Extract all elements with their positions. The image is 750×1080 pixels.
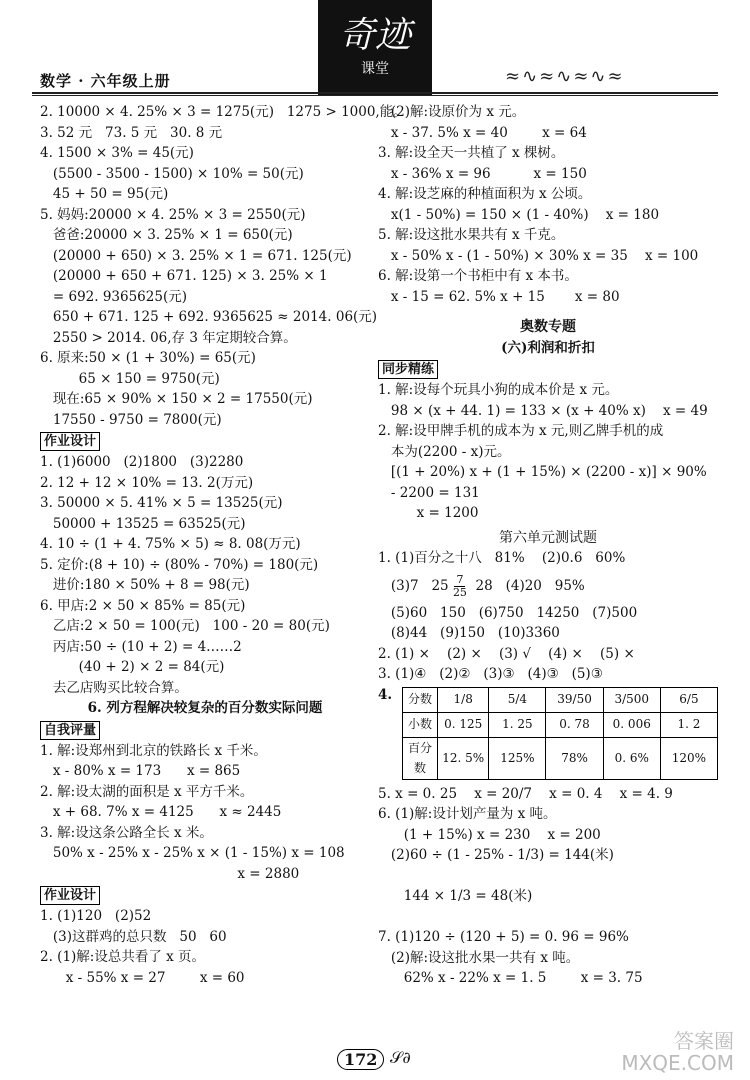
table-cell: 0. 78	[546, 712, 603, 737]
answer-line: 6. 解:设第一个书柜中有 x 本书。	[378, 268, 578, 284]
conversion-table	[402, 687, 718, 780]
answer-line: (20000 + 650) × 3. 25% × 1 = 671. 125(元)	[40, 247, 352, 264]
olympiad-subtitle: (六)利润和折扣	[501, 339, 595, 356]
answer-line: 144 × 1/3 = 48(米)	[378, 888, 533, 904]
right-column	[378, 102, 718, 989]
answer-line: 去乙店购买比较合算。	[40, 679, 188, 696]
answer-line: 5. 定价:(8 + 10) ÷ (80% - 70%) = 180(元)	[40, 556, 319, 573]
table-cell: 0. 125	[438, 712, 489, 737]
answer-line	[378, 907, 718, 928]
fraction	[453, 574, 467, 599]
answer-line: x - 80% x = 173 x = 865	[40, 763, 241, 779]
answer-line: x = 1200	[378, 505, 479, 521]
answer-line: (5500 - 3500 - 1500) × 10% = 50(元)	[40, 165, 304, 182]
logo-small-text: 课堂	[361, 61, 389, 77]
answer-line: - 2200 = 131	[378, 484, 480, 501]
answer-line: 2. (1) × (2) × (3) √ (4) × (5) ×	[378, 645, 635, 662]
answer-line: 50% x - 25% x - 25% x × (1 - 15%) x = 108	[40, 845, 345, 861]
answer-line: 2. 解:设甲牌手机的成本为 x 元,则乙牌手机的成	[378, 423, 664, 439]
answer-frag: 28 (4)20 95%	[475, 577, 585, 594]
table-row	[403, 737, 718, 779]
answer-line: (2)解:设这批水果一共有 x 吨。	[378, 949, 580, 966]
answer-line: (2)解:设原价为 x 元。	[378, 104, 526, 120]
section-box-sync-practice: 同步精练	[378, 360, 438, 379]
answer-line: 5. 解:设这批水果共有 x 千克。	[378, 227, 565, 243]
header-subject: 数学 · 六年级上册	[40, 72, 171, 90]
page-number	[337, 1050, 384, 1069]
header-decoration: ≈∿≈∿≈∿≈	[505, 66, 625, 87]
table-cell: 小数	[403, 712, 438, 737]
answer-line: 5. 妈妈:20000 × 4. 25% × 3 = 2550(元)	[40, 206, 306, 223]
table-cell: 120%	[660, 737, 717, 779]
answer-line: 6. 原来:50 × (1 + 30%) = 65(元)	[40, 350, 256, 366]
table-row	[403, 712, 718, 737]
watermark-url: MXQE.COM	[621, 1051, 734, 1075]
answer-line: 62% x - 22% x = 1. 5 x = 3. 75	[378, 970, 643, 986]
answer-line: 7. (1)120 ÷ (120 + 5) = 0. 96 = 96%	[378, 929, 629, 945]
section-box-homework-1: 作业设计	[40, 432, 100, 451]
table-cell: 1. 2	[660, 712, 717, 737]
answer-line: 本为(2200 - x)元。	[378, 443, 511, 460]
table-cell: 78%	[546, 737, 603, 779]
answer-line: x = 2880	[40, 865, 300, 882]
answer-line: [(1 + 20%) x + (1 + 15%) × (2200 - x)] × 90%	[378, 464, 707, 480]
header-logo	[318, 0, 432, 96]
answer-line: (1 + 15%) x = 230 x = 200	[378, 826, 601, 843]
answer-line: 乙店:2 × 50 = 100(元) 100 - 20 = 80(元)	[40, 618, 330, 634]
answer-line: (8)44 (9)150 (10)3360	[378, 625, 560, 641]
answer-line: 2. 12 + 12 × 10% = 13. 2(万元)	[40, 474, 254, 491]
answer-line: 1. 解:设郑州到北京的铁路长 x 千米。	[40, 742, 267, 759]
answer-line: 98 × (x + 44. 1) = 133 × (x + 40% x) x = 49	[378, 402, 708, 419]
answer-line: 5. x = 0. 25 x = 20/7 x = 0. 4 x = 4. 9	[378, 785, 673, 802]
section-heading-6: 6. 列方程解决较复杂的百分数实际问题	[87, 700, 323, 716]
left-column	[40, 102, 407, 988]
table-row	[403, 687, 718, 712]
answer-frag: (3)7 25	[378, 577, 449, 594]
numerator: 7	[456, 572, 464, 586]
answer-line: 6. (1)解:设计划产量为 x 吨。	[378, 806, 557, 822]
answer-line: x - 37. 5% x = 40 x = 64	[378, 124, 587, 141]
answer-line: (2)60 ÷ (1 - 25% - 1/3) = 144(米)	[378, 847, 614, 863]
answer-line: (5)60 150 (6)750 14250 (7)500	[378, 604, 638, 621]
header-rule	[32, 92, 718, 94]
table-cell: 12. 5%	[438, 737, 489, 779]
answer-line	[378, 866, 718, 887]
answer-line: 丙店:50 ÷ (10 + 2) = 4……2	[40, 638, 242, 655]
answer-line: (20000 + 650 + 671. 125) × 3. 25% × 1	[40, 268, 328, 284]
answer-line: = 692. 9365625(元)	[40, 288, 187, 305]
answer-line: 2. 10000 × 4. 25% × 3 = 1275(元) 1275 > 1000,能。	[40, 104, 407, 120]
swirl-ornament: 𝒮∂	[390, 1048, 411, 1067]
table-cell: 0. 006	[603, 712, 660, 737]
table-cell: 分数	[403, 687, 438, 712]
watermark-title: 答案圈	[674, 1029, 734, 1053]
header-rule-thin	[32, 95, 718, 96]
answer-line: 4. 解:设芝麻的种植面积为 x 公顷。	[378, 186, 592, 202]
answer-line: 3. 解:设这条公路全长 x 米。	[40, 824, 213, 841]
table-cell: 百分数	[403, 737, 438, 779]
answer-line: x - 50% x - (1 - 50%) × 30% x = 35 x = 100	[378, 247, 699, 264]
table-cell: 39/50	[546, 687, 603, 712]
answer-line: 4. 10 ÷ (1 + 4. 75% × 5) ≈ 8. 08(万元)	[40, 536, 301, 552]
answer-line: 2550 > 2014. 06,存 3 年定期较合算。	[40, 329, 297, 346]
answer-line: 3. 解:设全天一共植了 x 棵树。	[378, 145, 565, 161]
answer-line: 1. (1)百分之十八 81% (2)0.6 60%	[378, 550, 626, 566]
table-cell: 5/4	[489, 687, 546, 712]
answer-line: x - 15 = 62. 5% x + 15 x = 80	[378, 288, 620, 305]
table-cell: 0. 6%	[603, 737, 660, 779]
answer-line: 17550 - 9750 = 7800(元)	[40, 411, 222, 428]
section-box-homework-2: 作业设计	[40, 886, 100, 905]
page-number-text: 172	[337, 1049, 384, 1070]
olympiad-title: 奥数专题	[520, 319, 576, 335]
answer-line: (40 + 2) × 2 = 84(元)	[40, 659, 225, 675]
answer-line: 爸爸:20000 × 3. 25% × 1 = 650(元)	[40, 227, 293, 243]
answer-line: 650 + 671. 125 + 692. 9365625 ≈ 2014. 06(元)	[40, 309, 378, 325]
answer-line: 3. 50000 × 5. 41% × 5 = 13525(元)	[40, 495, 283, 511]
answer-line: (3)这群鸡的总只数 50 60	[40, 928, 227, 945]
answer-line: 45 + 50 = 95(元)	[40, 186, 169, 202]
answer-line: 6. 甲店:2 × 50 × 85% = 85(元)	[40, 597, 246, 614]
section-box-self-eval: 自我评量	[40, 721, 100, 740]
answer-line: 1. 解:设每个玩具小狗的成本价是 x 元。	[378, 382, 619, 398]
answer-line: 1. (1)120 (2)52	[40, 908, 152, 924]
answer-line: x(1 - 50%) = 150 × (1 - 40%) x = 180	[378, 206, 660, 223]
denominator: 25	[452, 585, 467, 599]
table-cell: 1. 25	[489, 712, 546, 737]
answer-line: 现在:65 × 90% × 150 × 2 = 17550(元)	[40, 391, 313, 407]
answer-line: 50000 + 13525 = 63525(元)	[40, 515, 246, 532]
answer-line: 65 × 150 = 9750(元)	[40, 370, 220, 387]
answer-line: 进价:180 × 50% + 8 = 98(元)	[40, 577, 250, 593]
table-cell: 1/8	[438, 687, 489, 712]
answer-line: 3. (1)④ (2)② (3)③ (4)③ (5)③	[378, 666, 603, 682]
answer-line: 3. 52 元 73. 5 元 30. 8 元	[40, 124, 223, 141]
answer-line: 2. (1)解:设总共看了 x 页。	[40, 949, 206, 965]
answer-line: x - 55% x = 27 x = 60	[40, 969, 245, 986]
table-cell: 125%	[489, 737, 546, 779]
unit-test-title: 第六单元测试题	[499, 529, 597, 546]
table-label: 4.	[378, 686, 393, 703]
table-cell: 3/500	[603, 687, 660, 712]
answer-line: 1. (1)6000 (2)1800 (3)2280	[40, 454, 244, 470]
answer-line: x + 68. 7% x = 4125 x ≈ 2445	[40, 804, 282, 820]
watermark	[621, 1030, 734, 1074]
answer-line-frac	[378, 569, 718, 603]
answer-line: 2. 解:设太湖的面积是 x 平方千米。	[40, 783, 254, 800]
answer-line: 4. 1500 × 3% = 45(元)	[40, 145, 194, 161]
table-cell: 6/5	[660, 687, 717, 712]
answer-line: x - 36% x = 96 x = 150	[378, 165, 587, 182]
logo-big-text: 奇迹	[338, 15, 411, 56]
